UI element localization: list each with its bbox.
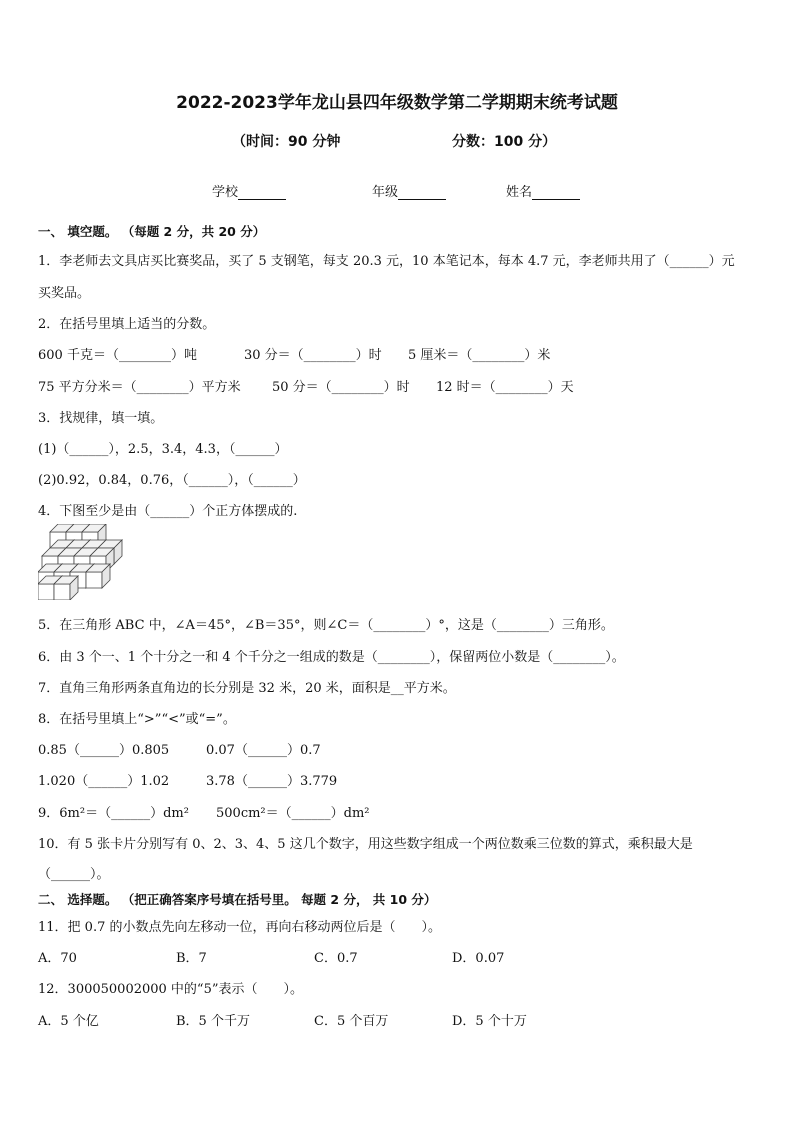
q12-option-c: C．5 个百万 bbox=[314, 1014, 389, 1029]
section-1-heading: 一、 填空题。 （每题 2 分，共 20 分） bbox=[38, 224, 266, 239]
q8-item: 0.07（______）0.7 bbox=[206, 743, 321, 758]
name-label: 姓名 bbox=[506, 185, 533, 200]
question-10-line-1: 10．有 5 张卡片分别写有 0、2、3、4、5 这几个数字，用这些数字组成一个两位数乘三位数的算式，乘积最大是 bbox=[38, 837, 693, 852]
q8-item: 1.020（______）1.02 bbox=[38, 774, 170, 789]
name-field[interactable] bbox=[506, 181, 580, 200]
time-label: （时间：90 分钟 bbox=[232, 134, 341, 150]
q9-item: 9．6m²＝（______）dm² bbox=[38, 806, 189, 821]
q2-item: 12 时＝（________）天 bbox=[436, 380, 574, 395]
question-6: 6．由 3 个一、1 个十分之一和 4 个千分之一组成的数是（________），保留两位小数是（________）。 bbox=[38, 650, 625, 665]
q11-option-d: D．0.07 bbox=[452, 951, 505, 966]
q11-option-a: A．70 bbox=[38, 951, 77, 966]
section-2-heading: 二、 选择题。 （把正确答案序号填在括号里。 每题 2 分， 共 10 分） bbox=[38, 892, 437, 907]
q12-option-b: B．5 个千万 bbox=[176, 1014, 250, 1029]
q2-item: 75 平方分米＝（________）平方米 bbox=[38, 380, 241, 395]
score-label: 分数：100 分） bbox=[452, 134, 557, 150]
question-11: 11．把 0.7 的小数点先向左移动一位，再向右移动两位后是（ ）。 bbox=[38, 920, 441, 935]
cubes-figure bbox=[38, 524, 124, 600]
q11-option-c: C．0.7 bbox=[314, 951, 358, 966]
q3-part-2: (2)0.92，0.84，0.76，（______），（______） bbox=[38, 473, 306, 488]
grade-label: 年级 bbox=[372, 185, 399, 200]
question-10-line-2: （______）。 bbox=[38, 867, 110, 882]
school-label: 学校 bbox=[212, 185, 239, 200]
q8-item: 3.78（______）3.779 bbox=[206, 774, 338, 789]
q12-option-d: D．5 个十万 bbox=[452, 1014, 527, 1029]
question-4: 4．下图至少是由（______）个正方体摆成的. bbox=[38, 504, 298, 519]
question-7: 7．直角三角形两条直角边的长分别是 32 米，20 米，面积是__平方米。 bbox=[38, 681, 456, 696]
question-1-line-1: 1．李老师去文具店买比赛奖品，买了 5 支钢笔，每支 20.3 元，10 本笔记本，每本 4.7 元，李老师共用了（______）元 bbox=[38, 254, 735, 269]
q2-item: 30 分＝（________）时 bbox=[244, 348, 382, 363]
q2-item: 50 分＝（________）时 bbox=[272, 380, 410, 395]
question-8: 8．在括号里填上“>”“<”或“=”。 bbox=[38, 712, 236, 727]
question-12: 12．300050002000 中的“5”表示（ ）。 bbox=[38, 982, 303, 997]
grade-field[interactable] bbox=[372, 181, 446, 200]
q2-item: 5 厘米＝（________）米 bbox=[408, 348, 551, 363]
question-2: 2．在括号里填上适当的分数。 bbox=[38, 317, 216, 332]
q8-item: 0.85（______）0.805 bbox=[38, 743, 170, 758]
question-3: 3．找规律，填一填。 bbox=[38, 411, 164, 426]
school-field[interactable] bbox=[212, 181, 286, 200]
page-title: 2022-2023学年龙山县四年级数学第二学期期末统考试题 bbox=[176, 93, 618, 113]
q12-option-a: A．5 个亿 bbox=[38, 1014, 99, 1029]
q11-option-b: B．7 bbox=[176, 951, 207, 966]
q2-item: 600 千克＝（________）吨 bbox=[38, 348, 197, 363]
q3-part-1: (1)（______），2.5，3.4，4.3，（______） bbox=[38, 442, 288, 457]
question-5: 5．在三角形 ABC 中，∠A＝45°，∠B＝35°，则∠C＝（________）°，这是（________）三角形。 bbox=[38, 618, 614, 633]
q9-item: 500cm²＝（______）dm² bbox=[216, 806, 370, 821]
question-1-line-2: 买奖品。 bbox=[38, 286, 91, 301]
